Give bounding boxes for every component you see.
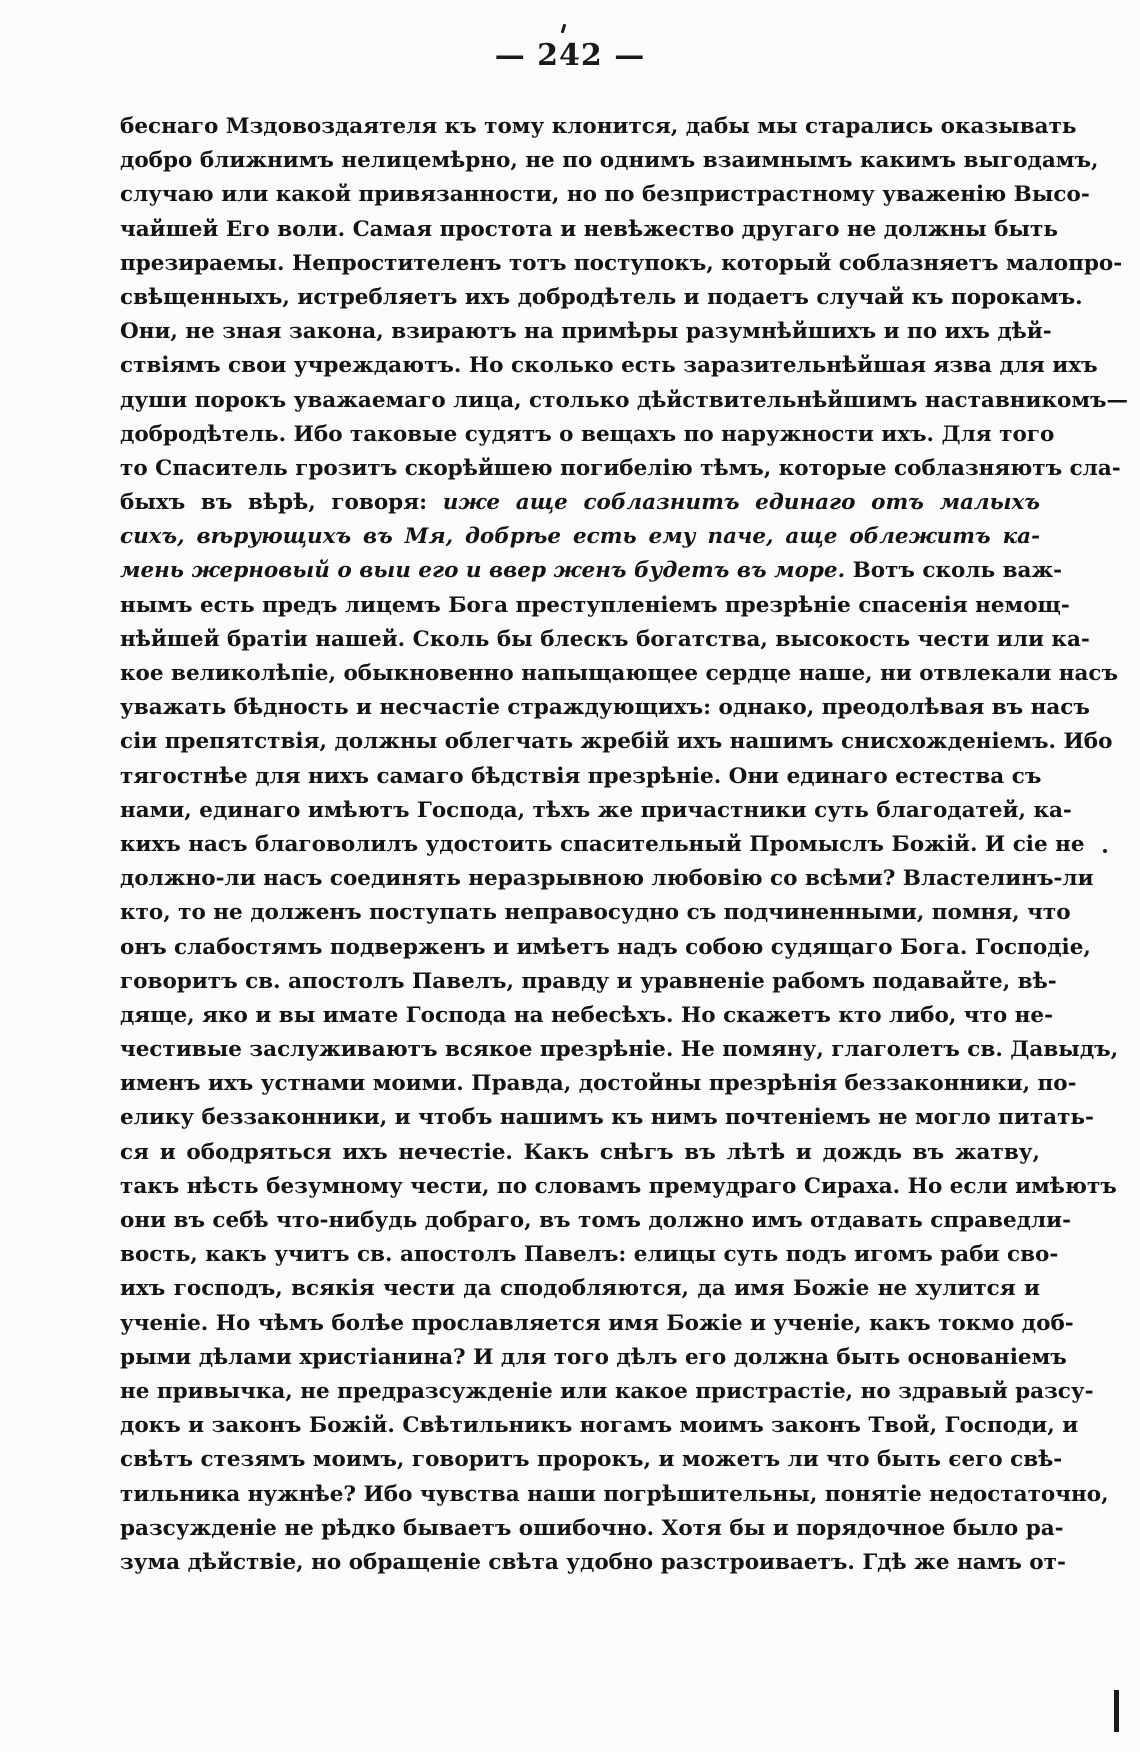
text-line: дяще, яко и вы имате Господа на небесѣхъ. Но скажетъ кто либо, что не- [120,1002,1054,1028]
text-line: беснаго Мздовоздаятеля къ тому клонится, дабы мы старались оказывать [120,114,1077,139]
text-line: свѣтъ стезямъ моимъ, говоритъ пророкъ, и можетъ ли что быть єего свѣ- [120,1447,1063,1473]
text-line: разсужденіе не рѣдко бываетъ ошибочно. Хотя бы и порядочное было ра- [120,1515,1064,1541]
text-line: нѣйшей братіи нашей. Сколь бы блескъ богатства, высокость чести или ка- [120,626,1090,652]
text-line: тильника нужнѣе? Ибо чувства наши погрѣшительны, понятіе недостаточно, [120,1481,1109,1507]
text-line: именъ ихъ устнами моими. Правда, достойны презрѣнія беззаконники, по- [120,1071,1077,1097]
text-line: рыми дѣлами христіанина? И для того дѣлъ его должна быть основаніемъ [120,1344,1067,1370]
text-line: кто, то не долженъ поступать неправосудно съ подчиненными, помня, что [120,900,1071,926]
print-speck [561,24,567,33]
quote-line [120,486,1040,520]
text-line: зума дѣйствіе, но обращеніе свѣта удобно разстроиваетъ. Гдѣ же намъ от- [120,1549,1066,1575]
text-line: добро ближнимъ нелицемѣрно, не по однимъ взаимнымъ какимъ выгодамъ, [120,148,1099,174]
text-line: добродѣтель. Ибо таковые судятъ о вещахъ по наружности ихъ. Для того [120,421,1055,447]
text-line: нами, единаго имѣютъ Господа, тѣхъ же причастники суть благодатей, ка- [120,797,1072,823]
scripture-quote: сихъ, вѣрующихъ въ Мя, добрѣе есть ему паче, аще облежитъ ка- [120,524,1040,550]
text-line: вость, какъ учитъ св. апостолъ Павелъ: елицы суть подъ игомъ раби сво- [120,1242,1059,1268]
binding-mark [1114,1690,1119,1732]
text-line: докъ и законъ Божій. Свѣтильникъ ногамъ моимъ законъ Твой, Господи, и [120,1413,1079,1439]
text-line: случаю или какой привязанности, но по безпристрастному уваженію Высо- [120,182,1090,208]
text-line: честивые заслуживаютъ всякое презрѣніе. Не помяну, глаголетъ св. Давыдъ, [120,1037,1119,1063]
text-line: ученіе. Но чѣмъ болѣе прославляется имя Божіе и ученіе, какъ токмо доб- [120,1310,1074,1336]
text-line: свѣщенныхъ, истребляетъ ихъ добродѣтель и подаетъ случай къ порокамъ. [120,284,1083,310]
scripture-quote: иже аще соблазнитъ единаго отъ малыхъ [442,490,1040,516]
text-line: ся и ободряться ихъ нечестіе. Какъ снѣгъ въ лѣтѣ и дождь въ жатву, [120,1139,1040,1165]
text-line: ихъ господъ, всякія чести да сподобляются, да имя Божіе не хулится и [120,1276,1040,1302]
text-line: они въ себѣ что-нибудь добраго, въ томъ должно имъ отдавать справедли- [120,1208,1072,1233]
margin-dot [1103,849,1107,853]
text-line: кое великолѣпіе, обыкновенно напыщающее сердце наше, ни отвлекали насъ [120,661,1119,686]
text-line: чайшей Его воли. Самая простота и невѣжество другаго не должны быть [120,216,1058,242]
text-line: тягостнѣе для нихъ самаго бѣдствія презрѣніе. Они единаго естества съ [120,763,1042,789]
text-fragment: быхъ въ вѣрѣ, говоря: [120,490,443,516]
text-line: онъ слабостямъ подверженъ и имѣетъ надъ собою судящаго Бога. Господіе, [120,934,1091,960]
text-line: такъ нѣсть безумному чести, по словамъ премудраго Сираха. Но если имѣютъ [120,1173,1117,1199]
text-line: не привычка, не предразсужденіе или какое пристрастіе, но здравый разсу- [120,1378,1094,1404]
text-line: то Спаситель грозитъ скорѣйшею погибелію тѣмъ, которые соблазняютъ сла- [120,455,1121,481]
quote-line [120,554,1063,588]
text-line: кихъ насъ благоволилъ удостоить спасительный Промыслъ Божій. И сіе не [120,831,1085,857]
text-line: Они, не зная закона, взираютъ на примѣры разумнѣйшихъ и по ихъ дѣй- [120,319,1052,345]
text-line: уважать бѣдность и несчастіе страждующихъ: однако, преодолѣвая въ насъ [120,695,1090,721]
text-line: сіи препятствія, должны облегчать жребій ихъ нашимъ снисхожденіемъ. Ибо [120,729,1113,755]
text-line: души порокъ уважаемаго лица, столько дѣйствительнѣйшимъ наставникомъ— [120,387,1129,413]
text-line: говоритъ св. апостолъ Павелъ, правду и уравненіе рабомъ подавайте, вѣ- [120,968,1057,994]
text-line: ствіямъ свои учреждаютъ. Но сколько есть заразительнѣйшая язва для ихъ [120,353,1098,379]
text-line: должно-ли насъ соединять неразрывною любовію со всѣми? Властелинъ-ли [120,866,1094,892]
text-fragment: Вотъ сколь важ- [845,558,1063,584]
scripture-quote: мень жерновый о выи его и ввер женъ будетъ въ море. [120,558,846,584]
text-line: презираемы. Непростителенъ тотъ поступокъ, который соблазняетъ малопро- [120,250,1123,276]
text-line: нымъ есть предъ лицемъ Бога преступленіемъ презрѣніе спасенія немощ- [120,592,1070,618]
body-text [120,110,1129,1580]
page-number: — 242 — [494,38,646,73]
text-line: елику беззаконники, и чтобъ нашимъ къ нимъ почтеніемъ не могло питать- [120,1105,1094,1131]
